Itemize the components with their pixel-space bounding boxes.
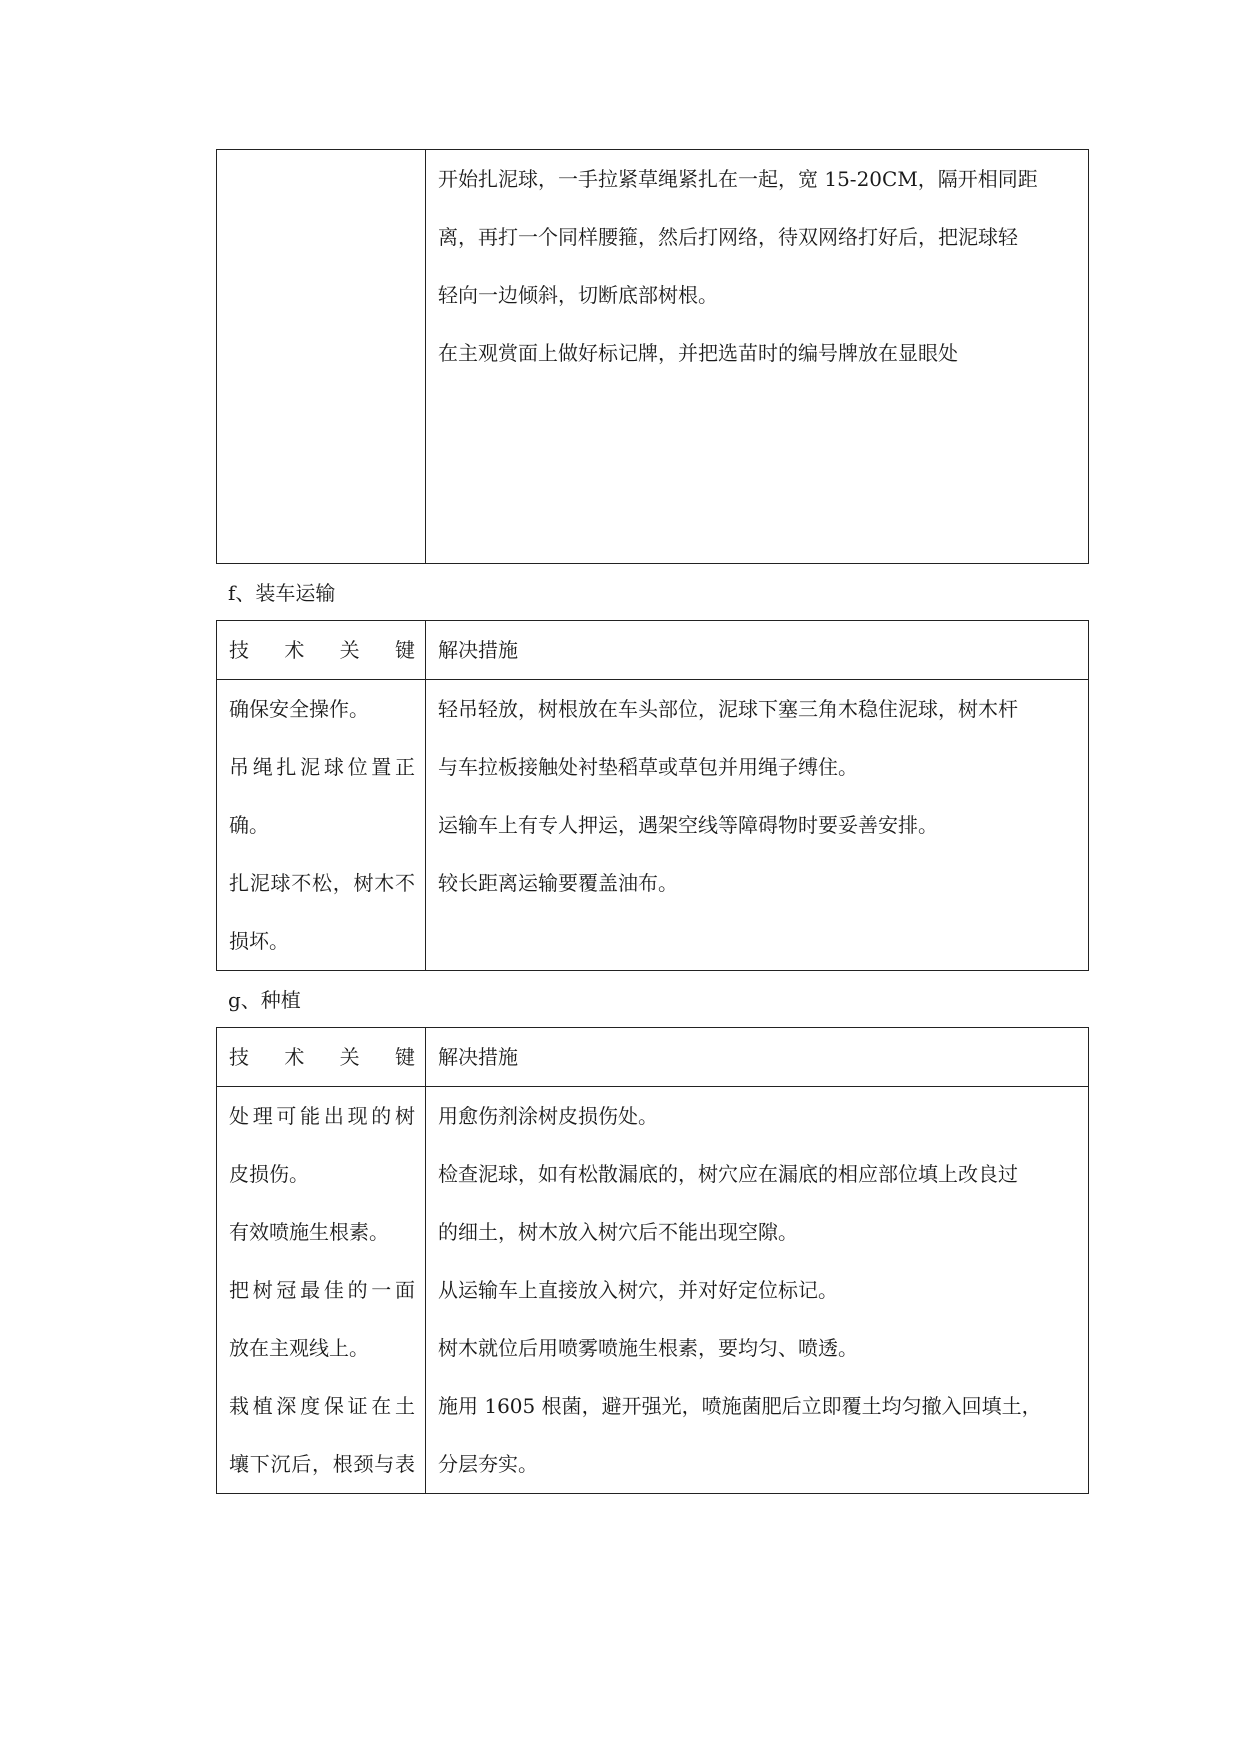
text-line: 检查泥球，如有松散漏底的，树穴应在漏底的相应部位填上改良过 xyxy=(438,1162,1018,1186)
text-line: 皮损伤。 xyxy=(229,1162,309,1186)
text-line: 确。 xyxy=(229,813,269,837)
planting-measures-cell xyxy=(426,1087,1089,1494)
col-header-measures: 解决措施 xyxy=(426,1028,1089,1087)
text-line: 有效喷施生根素。 xyxy=(229,1220,389,1244)
transport-table xyxy=(216,620,1089,971)
col-header-key: 技术关键 xyxy=(217,621,426,680)
text-line: 处理可能出现的树 xyxy=(229,1104,415,1128)
text-line: 把树冠最佳的一面 xyxy=(229,1278,415,1302)
continuation-left-cell xyxy=(217,150,426,564)
text-line: 运输车上有专人押运，遇架空线等障碍物时要妥善安排。 xyxy=(438,813,938,837)
text-line: 开始扎泥球，一手拉紧草绳紧扎在一起，宽 15-20CM，隔开相同距 xyxy=(438,167,1038,191)
text-line: 轻吊轻放，树根放在车头部位，泥球下塞三角木稳住泥球，树木杆 xyxy=(438,697,1018,721)
col-header-measures: 解决措施 xyxy=(426,621,1089,680)
transport-key-cell xyxy=(217,680,426,971)
col-header-key: 技术关键 xyxy=(217,1028,426,1087)
text-line: 在主观赏面上做好标记牌，并把选苗时的编号牌放在显眼处 xyxy=(438,341,958,365)
continuation-table xyxy=(216,149,1089,564)
text-line: 吊绳扎泥球位置正 xyxy=(229,755,415,779)
planting-key-cell xyxy=(217,1087,426,1494)
text-line: 与车拉板接触处衬垫稻草或草包并用绳子缚住。 xyxy=(438,755,858,779)
text-line: 栽植深度保证在土 xyxy=(229,1394,415,1418)
transport-measures-cell xyxy=(426,680,1089,971)
section-g-heading: g、种植 xyxy=(228,988,301,1012)
text-line: 用愈伤剂涂树皮损伤处。 xyxy=(438,1104,658,1128)
text-line: 分层夯实。 xyxy=(438,1452,538,1476)
section-f-heading: f、装车运输 xyxy=(228,581,336,605)
text-line: 施用 1605 根菌，避开强光，喷施菌肥后立即覆土均匀撤入回填土， xyxy=(438,1394,1042,1418)
text-line: 确保安全操作。 xyxy=(229,697,369,721)
continuation-right-cell xyxy=(426,150,1089,564)
text-line: 离，再打一个同样腰箍，然后打网络，待双网络打好后，把泥球轻 xyxy=(438,225,1018,249)
text-line: 损坏。 xyxy=(229,929,289,953)
text-line: 的细土，树木放入树穴后不能出现空隙。 xyxy=(438,1220,798,1244)
text-line: 放在主观线上。 xyxy=(229,1336,369,1360)
text-line: 壤下沉后，根颈与表 xyxy=(229,1452,415,1476)
text-line: 从运输车上直接放入树穴，并对好定位标记。 xyxy=(438,1278,838,1302)
text-line: 树木就位后用喷雾喷施生根素，要均匀、喷透。 xyxy=(438,1336,858,1360)
text-line: 较长距离运输要覆盖油布。 xyxy=(438,871,678,895)
planting-table xyxy=(216,1027,1089,1494)
text-line: 轻向一边倾斜，切断底部树根。 xyxy=(438,283,718,307)
text-line: 扎泥球不松，树木不 xyxy=(229,871,415,895)
